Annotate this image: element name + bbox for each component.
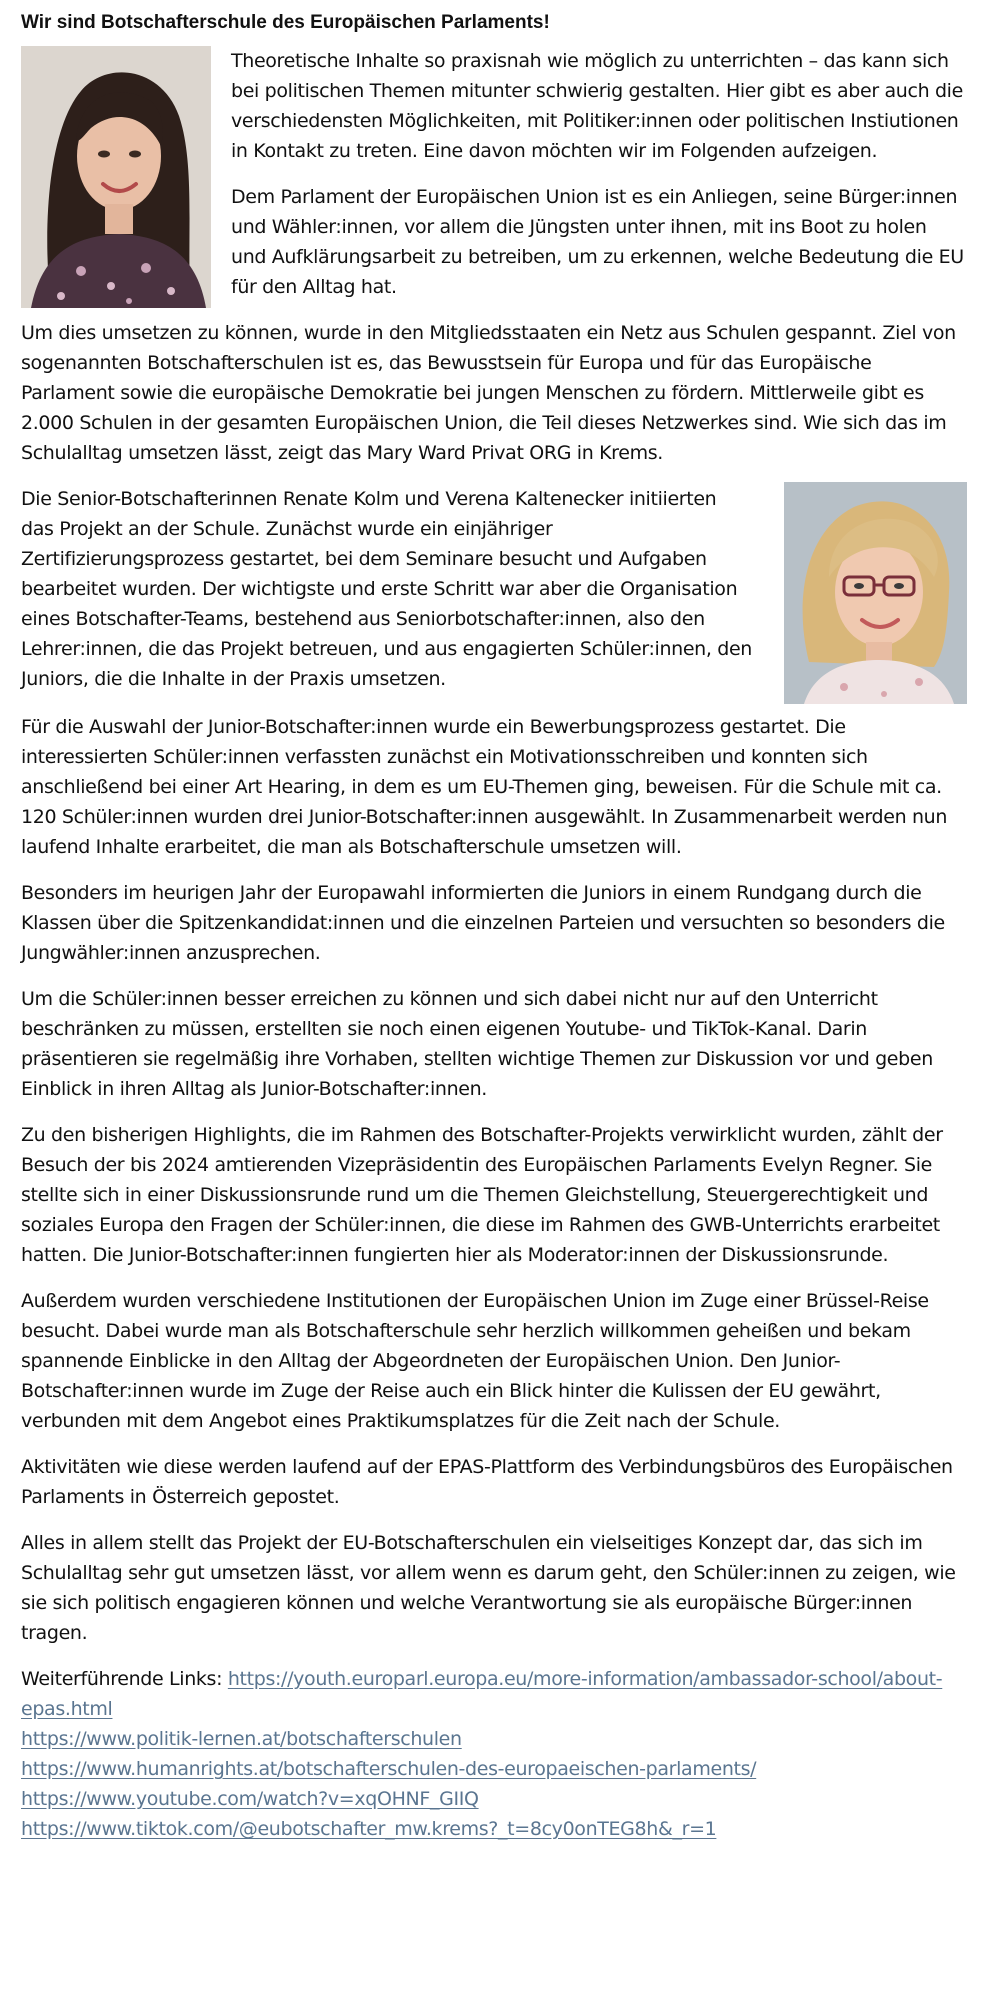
link-politik-lernen[interactable]: https://www.politik-lernen.at/botschafterschulen — [21, 1728, 462, 1750]
paragraph-6: Besonders im heurigen Jahr der Europawahl informierten die Juniors in einem Rundgang durch die Klassen über die Spitzenkandidat:innen und die einzelnen Parteien und versuchten so besonders die Jungwähler:innen anzusprechen. — [21, 882, 945, 964]
portrait-woman-dark-hair-icon — [21, 46, 211, 308]
paragraph-3: Um dies umsetzen zu können, wurde in den Mitgliedsstaaten ein Netz aus Schulen gespannt. Ziel von sogenannten Botschafterschulen ist es, das Bewusstsein für Europa und für das Europäische Parlament sowie die europäische Demokratie bei jungen Menschen zu fördern. Mittlerweile gibt es 2.000 Schulen in der gesamten Europäischen Union, die Teil dieses Netzwerkes sind. Wie sich das im Schulalltag umsetzen lässt, zeigt das Mary Ward Privat ORG in Krems. — [21, 322, 956, 464]
paragraph-11: Alles in allem stellt das Projekt der EU-Botschafterschulen ein vielseitiges Konzept dar, das sich im Schulalltag sehr gut umsetzen lässt, vor allem wenn es darum geht, den Schüler:innen zu zeigen, wie sie sich politisch engagieren können und welche Verantwortung sie als europäische Bürger:innen tragen. — [21, 1532, 956, 1644]
portrait-1-image — [21, 46, 211, 308]
link-tiktok[interactable]: https://www.tiktok.com/@eubotschafter_mw.krems?_t=8cy0onTEG8h&_r=1 — [21, 1818, 717, 1840]
portrait-woman-blonde-glasses-icon — [784, 482, 967, 704]
paragraph-1: Theoretische Inhalte so praxisnah wie möglich zu unterrichten – das kann sich bei politischen Themen mitunter schwierig gestalten. Hier gibt es aber auch die verschiedensten Möglichkeiten, mit Politiker:innen oder politischen Instiutionen in Kontakt zu treten. Eine davon möchten wir im Folgenden aufzeigen. — [231, 50, 963, 162]
paragraph-9: Außerdem wurden verschiedene Institutionen der Europäischen Union im Zuge einer Brüssel-Reise besucht. Dabei wurde man als Botschafterschule sehr herzlich willkommen geheißen und bekam spannende Einblicke in den Alltag der Abgeordneten der Europäischen Union. Den Junior-Botschafter:innen wurde im Zuge der Reise auch ein Blick hinter die Kulissen der EU gewährt, verbunden mit dem Angebot eines Praktikumsplatzes für die Zeit nach der Schule. — [21, 1290, 929, 1432]
article-title: Wir sind Botschafterschule des Europäischen Parlaments! — [21, 12, 550, 33]
paragraph-2: Dem Parlament der Europäischen Union ist es ein Anliegen, seine Bürger:innen und Wähler:innen, vor allem die Jüngsten unter ihnen, mit ins Boot zu holen und Aufklärungsarbeit zu betreiben, um zu erkennen, welche Bedeutung die EU für den Alltag hat. — [231, 186, 964, 298]
further-links — [21, 1664, 967, 1844]
link-europarl-ambassador-school[interactable]: https://youth.europarl.europa.eu/more-information/ambassador-school/about-epas.html — [21, 1668, 943, 1720]
link-youtube[interactable]: https://www.youtube.com/watch?v=xqOHNF_GIIQ — [21, 1788, 479, 1810]
paragraph-8: Zu den bisherigen Highlights, die im Rahmen des Botschafter-Projekts verwirklicht wurden, zählt der Besuch der bis 2024 amtierenden Vizepräsidentin des Europäischen Parlaments Evelyn Regner. Sie stellte sich in einer Diskussionsrunde rund um die Themen Gleichstellung, Steuergerechtigkeit und soziales Europa den Fragen der Schüler:innen, die diese im Rahmen des GWB-Unterrichts erarbeitet hatten. Die Junior-Botschafter:innen fungierten hier als Moderator:innen der Diskussionsrunde. — [21, 1124, 943, 1266]
paragraph-10: Aktivitäten wie diese werden laufend auf der EPAS-Plattform des Verbindungsbüros des Europäischen Parlaments in Österreich gepostet. — [21, 1456, 953, 1508]
paragraph-7: Um die Schüler:innen besser erreichen zu können und sich dabei nicht nur auf den Unterricht beschränken zu müssen, erstellten sie noch einen eigenen Youtube- und TikTok-Kanal. Darin präsentieren sie regelmäßig ihre Vorhaben, stellten wichtige Themen zur Diskussion vor und geben Einblick in ihren Alltag als Junior-Botschafter:innen. — [21, 988, 933, 1100]
paragraph-5: Für die Auswahl der Junior-Botschafter:innen wurde ein Bewerbungsprozess gestartet. Die interessierten Schüler:innen verfassten zunächst ein Motivationsschreiben und konnten sich anschließend bei einer Art Hearing, in dem es um EU-Themen ging, beweisen. Für die Schule mit ca. 120 Schüler:innen wurden drei Junior-Botschafter:innen ausgewählt. In Zusammenarbeit werden nun laufend Inhalte erarbeitet, die man als Botschafterschule umsetzen will. — [21, 716, 948, 858]
link-humanrights[interactable]: https://www.humanrights.at/botschafterschulen-des-europaeischen-parlaments/ — [21, 1758, 757, 1780]
links-label: Weiterführende Links: — [21, 1668, 223, 1690]
paragraph-4: Die Senior-Botschafterinnen Renate Kolm und Verena Kaltenecker initiierten das Projekt an der Schule. Zunächst wurde ein einjähriger Zertifizierungsprozess gestartet, bei dem Seminare besucht und Aufgaben bearbeitet wurden. Der wichtigste und erste Schritt war aber die Organisation eines Botschafter-Teams, bestehend aus Seniorbotschafter:innen, also den Lehrer:innen, die das Projekt betreuen, und aus engagierten Schüler:innen, den Juniors, die die Inhalte in der Praxis umsetzen. — [21, 488, 752, 690]
portrait-2-image — [784, 482, 967, 704]
